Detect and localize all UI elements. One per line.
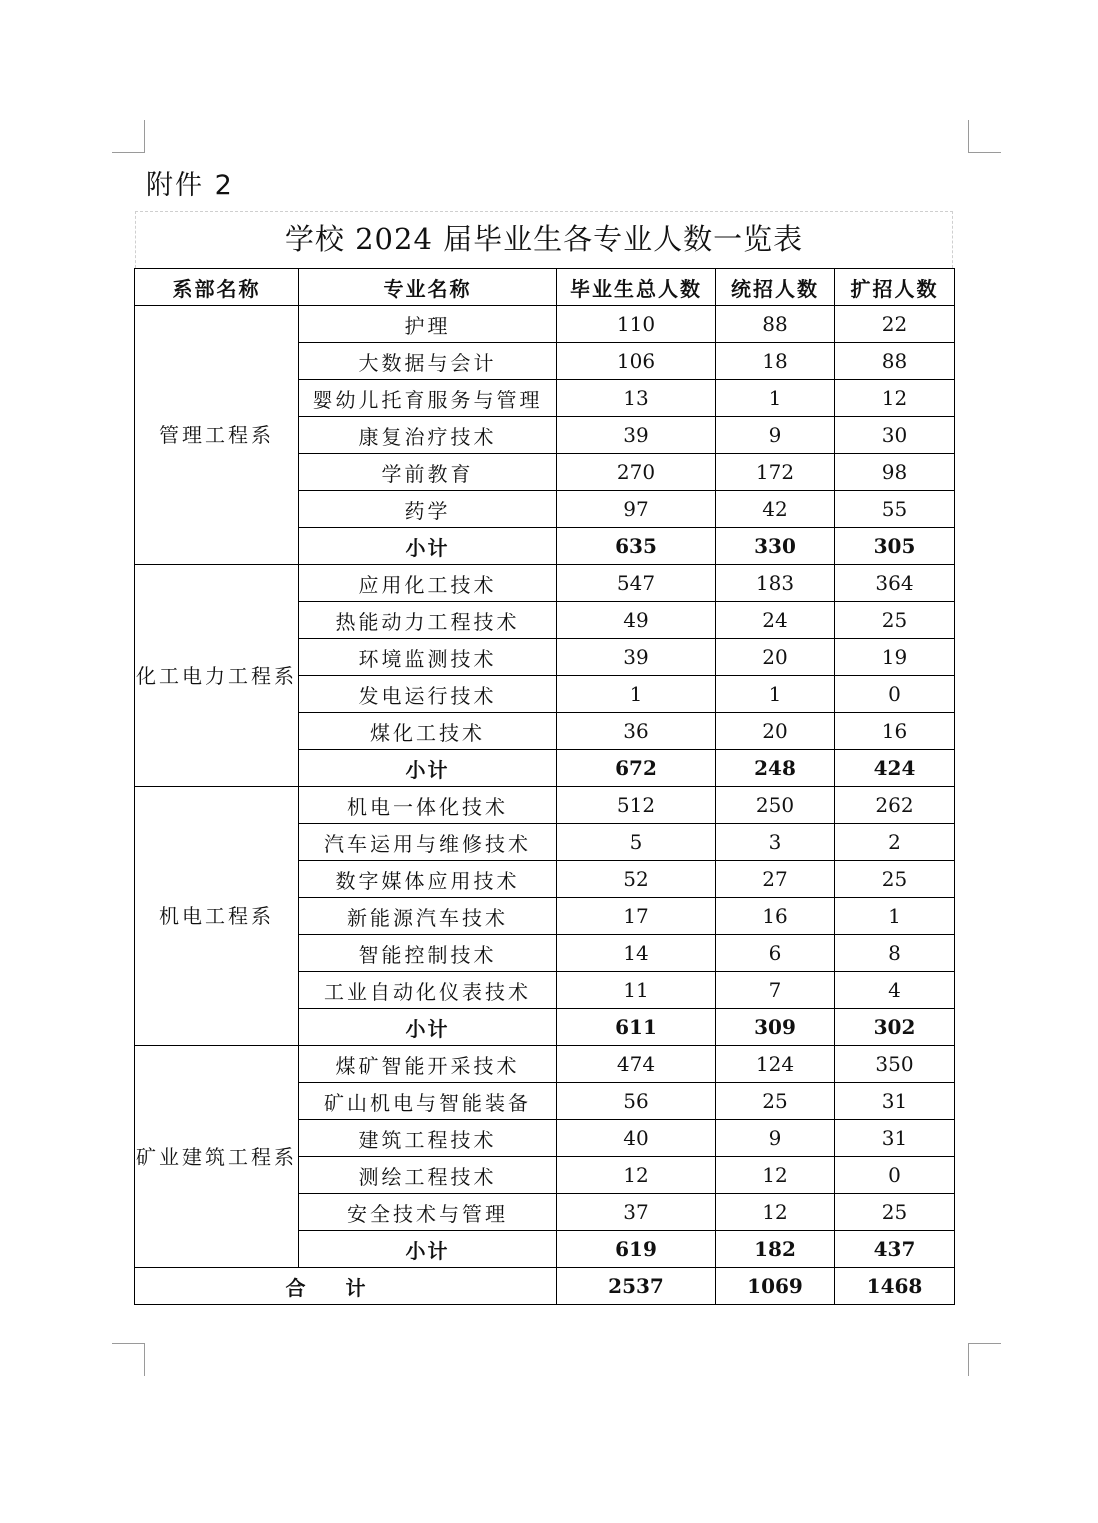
graduate-total: 11 bbox=[557, 972, 716, 1009]
subtotal-label: 小计 bbox=[299, 528, 557, 565]
major-name: 婴幼儿托育服务与管理 bbox=[299, 380, 557, 417]
unified-count: 172 bbox=[716, 454, 835, 491]
subtotal-expanded: 424 bbox=[835, 750, 955, 787]
crop-mark-bottom-right-h bbox=[968, 1343, 1001, 1344]
subtotal-total: 619 bbox=[557, 1231, 716, 1268]
unified-count: 25 bbox=[716, 1083, 835, 1120]
graduates-table bbox=[134, 268, 955, 1305]
expanded-count: 0 bbox=[835, 1157, 955, 1194]
major-name: 机电一体化技术 bbox=[299, 787, 557, 824]
graduate-total: 5 bbox=[557, 824, 716, 861]
expanded-count: 0 bbox=[835, 676, 955, 713]
grand-total-total: 2537 bbox=[557, 1268, 716, 1305]
major-name: 应用化工技术 bbox=[299, 565, 557, 602]
unified-count: 88 bbox=[716, 306, 835, 343]
crop-mark-bottom-right-v bbox=[968, 1343, 969, 1376]
graduate-total: 39 bbox=[557, 417, 716, 454]
unified-count: 24 bbox=[716, 602, 835, 639]
dept-name: 矿业建筑工程系 bbox=[135, 1046, 299, 1268]
major-name: 煤矿智能开采技术 bbox=[299, 1046, 557, 1083]
dept-name: 管理工程系 bbox=[135, 306, 299, 565]
expanded-count: 16 bbox=[835, 713, 955, 750]
graduate-total: 512 bbox=[557, 787, 716, 824]
attachment-label: 附件 2 bbox=[146, 170, 234, 201]
expanded-count: 31 bbox=[835, 1120, 955, 1157]
major-name: 大数据与会计 bbox=[299, 343, 557, 380]
unified-count: 42 bbox=[716, 491, 835, 528]
expanded-count: 98 bbox=[835, 454, 955, 491]
crop-mark-top-right-h bbox=[968, 152, 1001, 153]
graduate-total: 547 bbox=[557, 565, 716, 602]
grand-total-row bbox=[135, 1268, 955, 1305]
crop-mark-top-left-v bbox=[144, 120, 145, 153]
expanded-count: 25 bbox=[835, 1194, 955, 1231]
header-expanded: 扩招人数 bbox=[835, 269, 955, 306]
expanded-count: 12 bbox=[835, 380, 955, 417]
table-row bbox=[135, 565, 955, 602]
subtotal-total: 635 bbox=[557, 528, 716, 565]
subtotal-total: 611 bbox=[557, 1009, 716, 1046]
unified-count: 27 bbox=[716, 861, 835, 898]
expanded-count: 4 bbox=[835, 972, 955, 1009]
expanded-count: 22 bbox=[835, 306, 955, 343]
crop-mark-top-right-v bbox=[968, 120, 969, 153]
grand-total-expanded: 1468 bbox=[835, 1268, 955, 1305]
grand-total-unified: 1069 bbox=[716, 1268, 835, 1305]
graduate-total: 36 bbox=[557, 713, 716, 750]
major-name: 发电运行技术 bbox=[299, 676, 557, 713]
graduate-total: 106 bbox=[557, 343, 716, 380]
expanded-count: 262 bbox=[835, 787, 955, 824]
graduate-total: 97 bbox=[557, 491, 716, 528]
major-name: 护理 bbox=[299, 306, 557, 343]
subtotal-label: 小计 bbox=[299, 1231, 557, 1268]
major-name: 热能动力工程技术 bbox=[299, 602, 557, 639]
expanded-count: 25 bbox=[835, 602, 955, 639]
subtotal-unified: 309 bbox=[716, 1009, 835, 1046]
expanded-count: 30 bbox=[835, 417, 955, 454]
major-name: 学前教育 bbox=[299, 454, 557, 491]
unified-count: 20 bbox=[716, 713, 835, 750]
crop-mark-top-left-h bbox=[112, 152, 145, 153]
unified-count: 1 bbox=[716, 676, 835, 713]
subtotal-expanded: 437 bbox=[835, 1231, 955, 1268]
subtotal-label: 小计 bbox=[299, 1009, 557, 1046]
major-name: 药学 bbox=[299, 491, 557, 528]
unified-count: 12 bbox=[716, 1157, 835, 1194]
major-name: 安全技术与管理 bbox=[299, 1194, 557, 1231]
unified-count: 124 bbox=[716, 1046, 835, 1083]
subtotal-expanded: 305 bbox=[835, 528, 955, 565]
table-title: 学校 2024 届毕业生各专业人数一览表 bbox=[135, 211, 953, 268]
unified-count: 20 bbox=[716, 639, 835, 676]
graduate-total: 49 bbox=[557, 602, 716, 639]
table-row bbox=[135, 787, 955, 824]
graduate-total: 13 bbox=[557, 380, 716, 417]
unified-count: 250 bbox=[716, 787, 835, 824]
major-name: 测绘工程技术 bbox=[299, 1157, 557, 1194]
unified-count: 3 bbox=[716, 824, 835, 861]
major-name: 工业自动化仪表技术 bbox=[299, 972, 557, 1009]
expanded-count: 2 bbox=[835, 824, 955, 861]
major-name: 新能源汽车技术 bbox=[299, 898, 557, 935]
header-major: 专业名称 bbox=[299, 269, 557, 306]
expanded-count: 25 bbox=[835, 861, 955, 898]
major-name: 数字媒体应用技术 bbox=[299, 861, 557, 898]
unified-count: 9 bbox=[716, 417, 835, 454]
unified-count: 1 bbox=[716, 380, 835, 417]
expanded-count: 364 bbox=[835, 565, 955, 602]
unified-count: 18 bbox=[716, 343, 835, 380]
unified-count: 6 bbox=[716, 935, 835, 972]
subtotal-label: 小计 bbox=[299, 750, 557, 787]
expanded-count: 88 bbox=[835, 343, 955, 380]
expanded-count: 55 bbox=[835, 491, 955, 528]
crop-mark-bottom-left-h bbox=[112, 1343, 145, 1344]
major-name: 环境监测技术 bbox=[299, 639, 557, 676]
graduate-total: 12 bbox=[557, 1157, 716, 1194]
major-name: 建筑工程技术 bbox=[299, 1120, 557, 1157]
dept-name: 化工电力工程系 bbox=[135, 565, 299, 787]
unified-count: 12 bbox=[716, 1194, 835, 1231]
graduate-total: 270 bbox=[557, 454, 716, 491]
major-name: 煤化工技术 bbox=[299, 713, 557, 750]
graduate-total: 40 bbox=[557, 1120, 716, 1157]
table-row bbox=[135, 306, 955, 343]
dept-name: 机电工程系 bbox=[135, 787, 299, 1046]
graduate-total: 39 bbox=[557, 639, 716, 676]
header-row bbox=[135, 269, 955, 306]
header-unified: 统招人数 bbox=[716, 269, 835, 306]
major-name: 康复治疗技术 bbox=[299, 417, 557, 454]
graduate-total: 1 bbox=[557, 676, 716, 713]
graduate-total: 56 bbox=[557, 1083, 716, 1120]
major-name: 矿山机电与智能装备 bbox=[299, 1083, 557, 1120]
expanded-count: 31 bbox=[835, 1083, 955, 1120]
graduate-total: 52 bbox=[557, 861, 716, 898]
major-name: 智能控制技术 bbox=[299, 935, 557, 972]
unified-count: 183 bbox=[716, 565, 835, 602]
major-name: 汽车运用与维修技术 bbox=[299, 824, 557, 861]
subtotal-total: 672 bbox=[557, 750, 716, 787]
graduate-total: 37 bbox=[557, 1194, 716, 1231]
table-body bbox=[135, 306, 955, 1305]
crop-mark-bottom-left-v bbox=[144, 1343, 145, 1376]
expanded-count: 19 bbox=[835, 639, 955, 676]
graduate-total: 17 bbox=[557, 898, 716, 935]
grand-total-label: 合计 bbox=[135, 1268, 557, 1305]
subtotal-expanded: 302 bbox=[835, 1009, 955, 1046]
unified-count: 7 bbox=[716, 972, 835, 1009]
expanded-count: 8 bbox=[835, 935, 955, 972]
graduate-total: 14 bbox=[557, 935, 716, 972]
expanded-count: 1 bbox=[835, 898, 955, 935]
subtotal-unified: 182 bbox=[716, 1231, 835, 1268]
table-row bbox=[135, 1046, 955, 1083]
expanded-count: 350 bbox=[835, 1046, 955, 1083]
subtotal-unified: 330 bbox=[716, 528, 835, 565]
header-total: 毕业生总人数 bbox=[557, 269, 716, 306]
unified-count: 16 bbox=[716, 898, 835, 935]
header-dept: 系部名称 bbox=[135, 269, 299, 306]
graduate-total: 474 bbox=[557, 1046, 716, 1083]
unified-count: 9 bbox=[716, 1120, 835, 1157]
graduate-total: 110 bbox=[557, 306, 716, 343]
subtotal-unified: 248 bbox=[716, 750, 835, 787]
